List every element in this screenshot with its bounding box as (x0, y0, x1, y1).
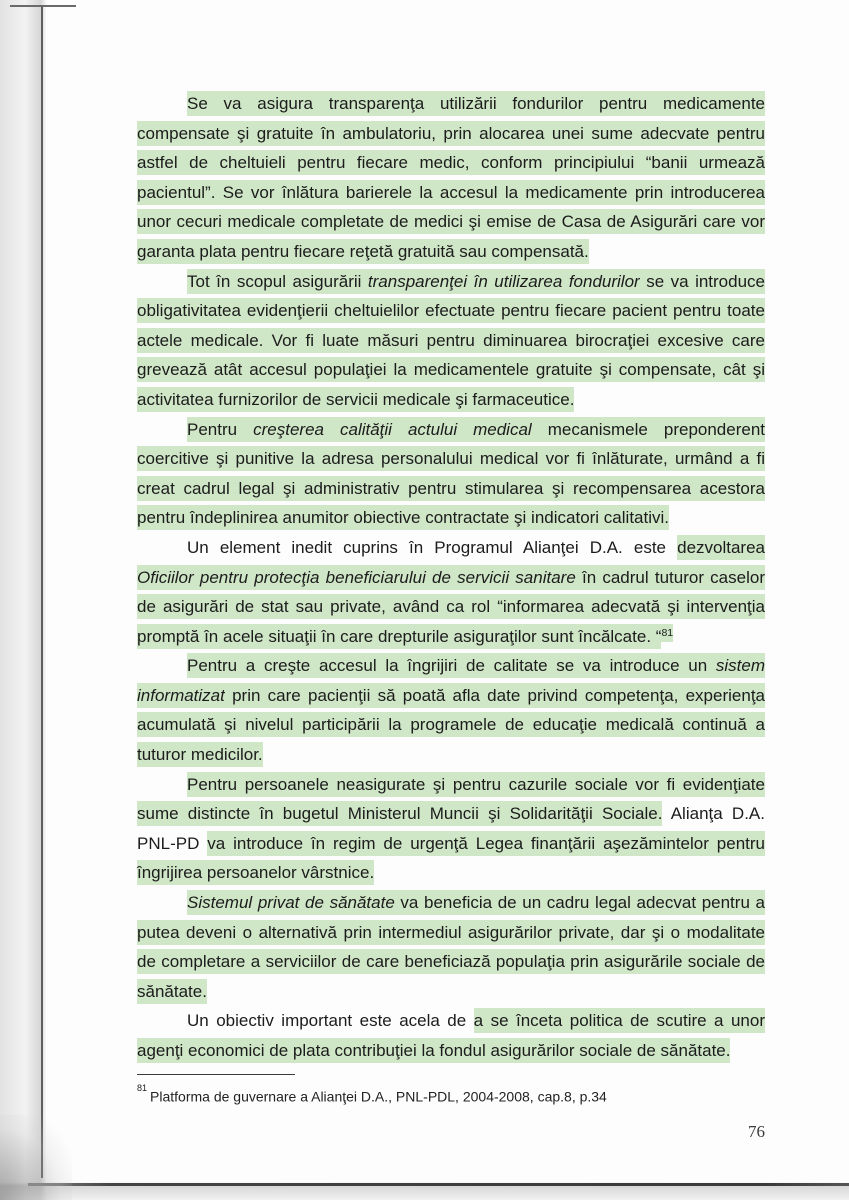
footnote-separator (137, 1074, 295, 1075)
text-line (137, 474, 765, 504)
highlighted-text: putea deveni o alternativă prin intermediul asigurărilor private, dar şi o modalitate (137, 920, 765, 945)
highlighted-text: compensate şi gratuite în ambulatoriu, prin alocarea unei sume adecvate pentru (137, 121, 765, 146)
highlighted-text: Pentru a creşte accesul la îngrijiri de calitate se va introduce un (187, 653, 716, 678)
paragraph (137, 533, 765, 651)
highlighted-text: va introduce în regim de urgenţă Legea finanţării aşezămintelor pentru (207, 831, 765, 856)
text-line (137, 1006, 765, 1036)
highlighted-text: îngrijirea persoanelor vârstnice. (137, 860, 374, 885)
paragraph (137, 267, 765, 415)
page-number: 76 (748, 1122, 765, 1141)
highlighted-text: grevează atât accesul populaţiei la medicamentele gratuite şi compensate, cât şi (137, 357, 765, 382)
text-run: Un element inedit cuprins în Programul Alianţei D.A. este (187, 537, 678, 557)
text-line (137, 89, 765, 119)
paragraph (137, 1006, 765, 1065)
text-line (137, 533, 765, 563)
text-line (137, 326, 765, 356)
highlighted-text: pentru îndeplinirea anumitor obiective contractate şi indicatori calitativi. (137, 505, 669, 530)
paragraph (137, 888, 765, 1006)
footnote-text: Platforma de guvernare a Alianţei D.A., PNL-PDL, 2004-2008, cap.8, p.34 (150, 1088, 607, 1105)
text-line (137, 415, 765, 445)
footnote-marker: 81 (137, 1083, 148, 1093)
highlighted-text: se va introduce (640, 269, 765, 294)
highlighted-text: actele medicale. Vor fi luate măsuri pentru diminuarea birocraţiei excesive care (137, 328, 765, 353)
text-line (137, 355, 765, 385)
highlighted-text: va beneficia de un cadru legal adecvat pentru a (395, 890, 765, 915)
highlighted-text: astfel de cheltuieli pentru fiecare medic, conform principiului “banii urmează (137, 150, 765, 175)
document-body (137, 89, 765, 1066)
bottom-page-edge (28, 1183, 849, 1186)
highlighted-text: obligativitatea evidenţierii cheltuielilor efectuate pentru fiecare pacient pentru toate (137, 298, 765, 323)
footnote-reference: 81 (661, 624, 673, 642)
highlighted-text: coercitive şi punitive la adresa personalului medical vor fi înlăturate, urmând a fi (137, 446, 765, 471)
highlighted-italic-text: transparenţei în utilizarea fondurilor (368, 269, 640, 294)
text-line (137, 592, 765, 622)
highlighted-text: garanta plata pentru fiecare reţetă gratuită sau compensată. (137, 239, 589, 264)
highlighted-text: Pentru persoanele neasigurate şi pentru cazurile sociale vor fi evidenţiate (187, 772, 765, 797)
text-line (137, 385, 765, 415)
text-line (137, 503, 765, 533)
text-line (137, 563, 765, 593)
paragraph (137, 651, 765, 769)
highlighted-text: acumulată şi nivelul participării la programele de educaţie medicală continuă a (137, 712, 765, 737)
text-line (137, 770, 765, 800)
corner-shadow (0, 1115, 72, 1200)
highlighted-text: Se va asigura transparenţa utilizării fondurilor pentru medicamente (187, 91, 765, 116)
highlighted-italic-text: creşterea calităţii actului medical (253, 417, 532, 442)
text-line (137, 947, 765, 977)
text-line (137, 888, 765, 918)
paragraph (137, 415, 765, 533)
text-line (137, 148, 765, 178)
text-line (137, 296, 765, 326)
highlighted-text: agenţi economici de plata contribuţiei la fondul asigurărilor sociale de sănătate. (137, 1038, 730, 1063)
text-run: Un obiectiv important este acela de (187, 1011, 474, 1031)
text-line (137, 444, 765, 474)
text-line (137, 207, 765, 237)
highlighted-text: activitatea furnizorilor de servicii medicale şi farmaceutice. (137, 387, 574, 412)
highlighted-text: a se înceta politica de scutire a unor (474, 1008, 765, 1033)
footnote (137, 1084, 765, 1106)
text-line (137, 977, 765, 1007)
text-run: PNL-PD (137, 833, 208, 853)
highlighted-text: creat cadrul legal şi administrativ pentru stimularea şi recompensarea acestora (137, 476, 765, 501)
text-line (137, 237, 765, 267)
text-line (137, 710, 765, 740)
highlighted-text: dezvoltarea (677, 535, 765, 560)
highlighted-italic-text: Sistemul privat de sănătate (187, 890, 395, 915)
text-run: Alianţa D.A. (662, 804, 765, 824)
text-line (137, 1036, 765, 1066)
text-line (137, 799, 765, 829)
binding-edge-top (10, 5, 76, 7)
text-line (137, 119, 765, 149)
text-line (137, 740, 765, 770)
binding-edge (41, 6, 43, 1178)
highlighted-text: sănătate. (137, 979, 207, 1004)
text-line (137, 681, 765, 711)
highlighted-text: Tot în scopul asigurării (187, 269, 368, 294)
text-line (137, 178, 765, 208)
highlighted-italic-text: sistem (716, 653, 765, 678)
paragraph (137, 89, 765, 267)
highlighted-text: Pentru (187, 417, 253, 442)
bottom-page-shadow (0, 1150, 849, 1200)
highlighted-text: pacientul”. Se vor înlătura barierele la accesul la medicamente prin introducerea (137, 180, 765, 205)
text-line (137, 651, 765, 681)
highlighted-text: sume distincte în bugetul Ministerul Muncii şi Solidarităţii Sociale. (137, 801, 662, 826)
highlighted-text: tuturor medicilor. (137, 742, 263, 767)
text-line (137, 267, 765, 297)
text-line (137, 918, 765, 948)
text-line (137, 622, 765, 652)
highlighted-text: mecanismele preponderent (532, 417, 765, 442)
highlighted-text: promptă în acele situaţii în care drepturile asiguraţilor sunt încălcate. “ (137, 624, 661, 649)
highlighted-text: unor cecuri medicale completate de medici şi emise de Casa de Asigurări care vor (137, 209, 765, 234)
highlighted-text: de asigurări de stat sau private, având ca rol “informarea adecvată şi intervenţia (137, 594, 765, 619)
text-line (137, 858, 765, 888)
binding-shadow (0, 0, 46, 1200)
highlighted-italic-text: informatizat (137, 683, 225, 708)
highlighted-italic-text: Oficiilor pentru protecţia beneficiarului de servicii sanitare (137, 565, 576, 590)
text-line (137, 829, 765, 859)
highlighted-text: în cadrul tuturor caselor (576, 565, 765, 590)
paragraph (137, 770, 765, 888)
highlighted-text: prin care pacienţii să poată afla date privind competenţa, experienţa (225, 683, 765, 708)
highlighted-text: de completare a serviciilor de care beneficiază populaţia prin asigurările sociale de (137, 949, 765, 974)
